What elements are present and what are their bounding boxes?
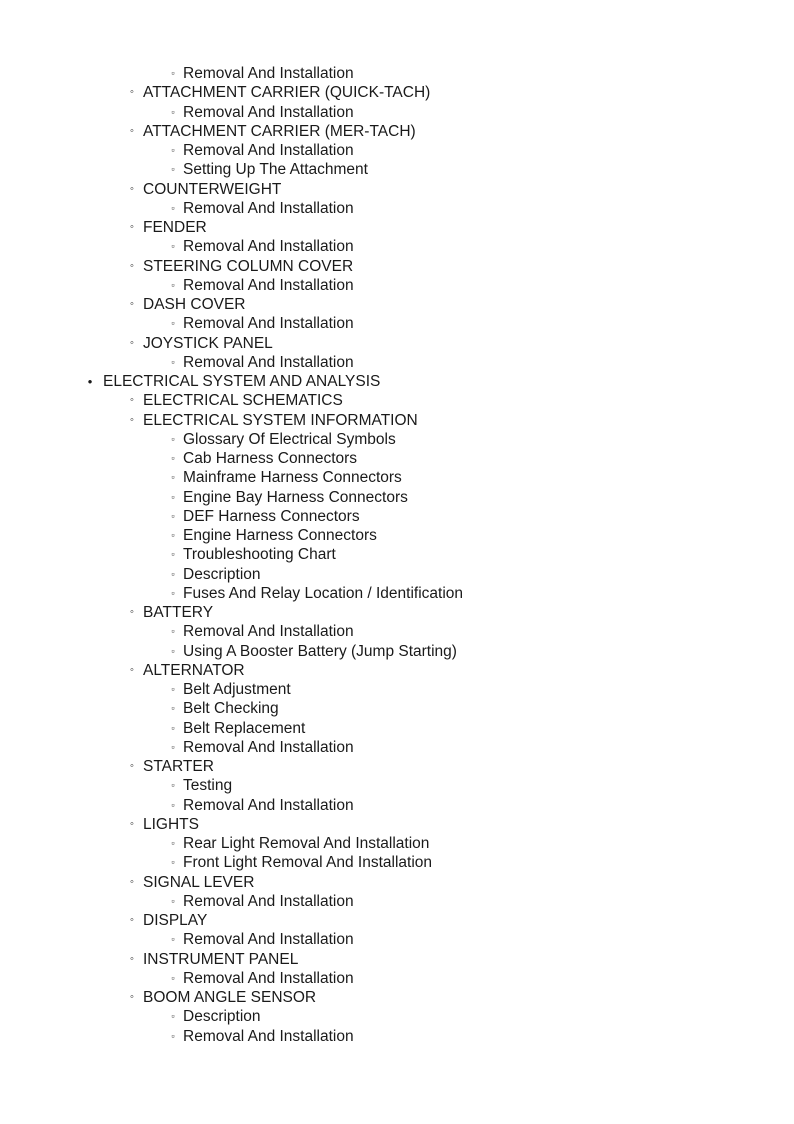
toc-item-level-3: [0, 834, 794, 853]
toc-item-label: Mainframe Harness Connectors: [183, 469, 402, 487]
toc-item-level-2: [0, 391, 794, 410]
toc-item-level-2: [0, 218, 794, 237]
toc-item-label: JOYSTICK PANEL: [143, 334, 273, 352]
toc-item-label: Removal And Installation: [183, 738, 354, 756]
toc-item-label: Engine Harness Connectors: [183, 527, 377, 544]
bullet-icon: ◦: [130, 413, 134, 426]
bullet-icon: ▫: [171, 453, 175, 463]
toc-item-label: Belt Replacement: [183, 719, 306, 737]
bullet-icon: ▫: [171, 799, 175, 810]
bullet-icon: ▫: [171, 587, 175, 598]
bullet-icon: ▫: [171, 780, 175, 791]
bullet-icon: ▫: [171, 568, 175, 579]
bullet-icon: ▫: [171, 530, 175, 540]
toc-item-level-3: [0, 565, 794, 584]
bullet-icon: ▫: [171, 491, 175, 502]
toc-item-label: INSTRUMENT PANEL: [143, 950, 299, 968]
bullet-icon: ◦: [130, 259, 134, 272]
toc-item-label: STEERING COLUMN COVER: [143, 257, 354, 275]
toc-item-level-2: [0, 603, 794, 622]
toc-item-level-3: [0, 430, 794, 449]
toc-item-level-3: [0, 892, 794, 911]
bullet-icon: ▫: [171, 972, 175, 983]
toc-item-label: Removal And Installation: [183, 65, 354, 82]
toc-item-level-2: [0, 334, 794, 353]
bullet-icon: ◦: [130, 394, 134, 407]
toc-item-level-3: [0, 276, 794, 295]
toc-item-level-3: [0, 199, 794, 218]
toc-item-level-2: [0, 911, 794, 930]
toc-item-label: BATTERY: [143, 604, 214, 621]
bullet-icon: ◦: [130, 221, 134, 233]
toc-item-label: Removal And Installation: [183, 969, 354, 987]
toc-item-level-3: [0, 622, 794, 641]
toc-item-level-3: [0, 776, 794, 795]
toc-item-level-3: [0, 930, 794, 949]
toc-item-level-2: [0, 950, 794, 969]
bullet-icon: ▫: [171, 1030, 175, 1041]
toc-item-level-2: [0, 815, 794, 834]
bullet-icon: ▫: [171, 684, 175, 694]
toc-item-level-3: [0, 853, 794, 872]
toc-item-label: Front Light Removal And Installation: [183, 854, 432, 872]
toc-item-label: ELECTRICAL SYSTEM INFORMATION: [143, 411, 418, 429]
toc-item-level-3: [0, 796, 794, 815]
toc-item-level-3: [0, 468, 794, 487]
bullet-icon: ◦: [130, 298, 134, 310]
bullet-icon: •: [87, 374, 93, 389]
toc-item-label: Description: [183, 1008, 261, 1026]
toc-item-label: COUNTERWEIGHT: [143, 180, 282, 198]
bullet-icon: ◦: [130, 663, 134, 676]
toc-item-label: BOOM ANGLE SENSOR: [143, 989, 317, 1006]
toc-item-level-3: [0, 237, 794, 256]
toc-item-level-3: [0, 314, 794, 333]
toc-item-level-3: [0, 738, 794, 757]
bullet-icon: ▫: [171, 741, 175, 752]
toc-item-level-3: [0, 680, 794, 699]
toc-item-level-3: [0, 488, 794, 507]
toc-item-label: Removal And Installation: [183, 623, 354, 641]
toc-item-label: LIGHTS: [143, 815, 199, 833]
toc-item-level-3: [0, 545, 794, 564]
toc-item-label: ELECTRICAL SYSTEM AND ANALYSIS: [103, 373, 381, 390]
toc-item-level-1: [0, 372, 794, 391]
bullet-icon: ◦: [130, 86, 134, 99]
toc-item-label: Removal And Installation: [183, 353, 354, 371]
toc-item-label: Belt Adjustment: [183, 681, 291, 698]
bullet-icon: ▫: [171, 934, 175, 945]
toc-item-level-3: [0, 141, 794, 160]
toc-item-label: DEF Harness Connectors: [183, 507, 360, 525]
toc-item-level-2: [0, 757, 794, 776]
bullet-icon: ◦: [130, 875, 134, 888]
toc-item-label: Removal And Installation: [183, 931, 354, 949]
toc-item-level-2: [0, 411, 794, 430]
toc-item-label: Belt Checking: [183, 700, 279, 718]
bullet-icon: ▫: [171, 895, 175, 906]
toc-item-level-2: [0, 873, 794, 892]
toc-item-label: FENDER: [143, 219, 207, 236]
toc-item-label: Removal And Installation: [183, 199, 354, 217]
toc-item-level-3: [0, 353, 794, 372]
toc-item-label: Removal And Installation: [183, 796, 354, 814]
toc-item-label: Removal And Installation: [183, 276, 354, 294]
bullet-icon: ▫: [171, 857, 175, 868]
toc-item-level-3: [0, 449, 794, 468]
toc-item-label: Cab Harness Connectors: [183, 450, 358, 467]
toc-item-level-3: [0, 64, 794, 83]
bullet-icon: ◦: [130, 952, 134, 965]
bullet-icon: ▫: [171, 106, 175, 117]
toc-item-level-3: [0, 526, 794, 545]
bullet-icon: ◦: [130, 914, 134, 926]
toc-item-level-3: [0, 160, 794, 179]
bullet-icon: ◦: [130, 760, 134, 772]
toc-item-label: STARTER: [143, 758, 214, 775]
toc-item-label: Removal And Installation: [183, 315, 354, 333]
toc-item-label: Removal And Installation: [183, 103, 354, 121]
toc-item-label: ATTACHMENT CARRIER (QUICK-TACH): [143, 84, 431, 102]
bullet-icon: ◦: [130, 182, 134, 195]
bullet-icon: ▫: [171, 145, 175, 155]
toc-item-label: Using A Booster Battery (Jump Starting): [183, 642, 457, 660]
toc-item-label: Rear Light Removal And Installation: [183, 835, 430, 852]
toc-item-label: Removal And Installation: [183, 892, 354, 910]
toc-item-label: ATTACHMENT CARRIER (MER-TACH): [143, 122, 416, 140]
toc-item-level-3: [0, 584, 794, 603]
bullet-icon: ◦: [130, 991, 134, 1003]
toc-item-level-3: [0, 1007, 794, 1026]
toc-item-label: Testing: [183, 777, 233, 795]
toc-item-level-3: [0, 103, 794, 122]
table-of-contents: [0, 64, 794, 1046]
toc-item-label: ELECTRICAL SCHEMATICS: [143, 392, 343, 410]
toc-item-label: DISPLAY: [143, 912, 208, 929]
bullet-icon: ▫: [171, 356, 175, 367]
toc-item-label: Removal And Installation: [183, 142, 354, 159]
toc-item-level-2: [0, 122, 794, 141]
bullet-icon: ◦: [130, 817, 134, 830]
bullet-icon: ▫: [171, 472, 175, 483]
toc-item-level-3: [0, 699, 794, 718]
bullet-icon: ▫: [171, 164, 175, 175]
toc-item-label: Glossary Of Electrical Symbols: [183, 430, 396, 448]
toc-item-level-2: [0, 295, 794, 314]
bullet-icon: ▫: [171, 549, 175, 560]
toc-item-level-3: [0, 719, 794, 738]
toc-item-label: Description: [183, 565, 261, 583]
bullet-icon: ▫: [171, 703, 175, 714]
toc-item-label: Fuses And Relay Location / Identification: [183, 584, 464, 602]
toc-item-label: DASH COVER: [143, 296, 246, 313]
bullet-icon: ▫: [171, 68, 175, 78]
bullet-icon: ◦: [130, 336, 134, 349]
toc-item-level-3: [0, 507, 794, 526]
toc-item-level-2: [0, 257, 794, 276]
toc-item-level-2: [0, 988, 794, 1007]
toc-item-label: Troubleshooting Chart: [183, 546, 336, 564]
bullet-icon: ▫: [171, 838, 175, 848]
bullet-icon: ▫: [171, 510, 175, 521]
toc-item-level-2: [0, 661, 794, 680]
toc-item-label: SIGNAL LEVER: [143, 873, 255, 891]
bullet-icon: ◦: [130, 606, 134, 618]
bullet-icon: ▫: [171, 241, 175, 252]
toc-item-label: ALTERNATOR: [143, 661, 245, 679]
toc-item-label: Engine Bay Harness Connectors: [183, 488, 408, 506]
bullet-icon: ▫: [171, 645, 175, 656]
bullet-icon: ▫: [171, 1011, 175, 1022]
bullet-icon: ▫: [171, 626, 175, 637]
toc-item-level-3: [0, 1027, 794, 1046]
toc-item-level-3: [0, 642, 794, 661]
bullet-icon: ◦: [130, 124, 134, 137]
toc-item-level-2: [0, 83, 794, 102]
toc-item-label: Setting Up The Attachment: [183, 161, 368, 179]
toc-item-label: Removal And Installation: [183, 238, 354, 256]
toc-item-level-3: [0, 969, 794, 988]
bullet-icon: ▫: [171, 433, 175, 444]
toc-item-level-2: [0, 180, 794, 199]
bullet-icon: ▫: [171, 722, 175, 733]
toc-item-label: Removal And Installation: [183, 1027, 354, 1045]
bullet-icon: ▫: [171, 318, 175, 329]
bullet-icon: ▫: [171, 279, 175, 290]
bullet-icon: ▫: [171, 202, 175, 213]
